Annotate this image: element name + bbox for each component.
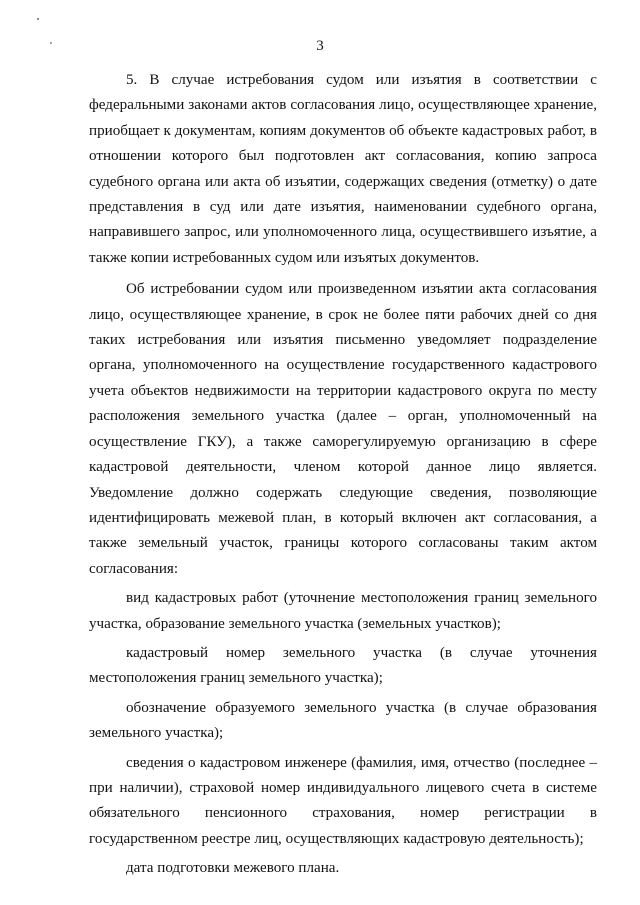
list-item-plot-designation: обозначение образуемого земельного участка (в случае образования земельного участка); [89, 699, 597, 742]
page-number: 3 [316, 38, 324, 54]
paragraph-5: 5. В случае истребования судом или изъятия в соответствии с федеральными законами актов согласования лицо, осуществляющее хранение, приобщает к документам, копиям документов об объекте кадастровых работ, в отношении которого был подготовлен акт согласования, копию запроса судебного органа или акта об изъятии, содержащих сведения (отметку) о дате представления в суд или дате изъятия, наименовании судебного органа, направившего запрос, или уполномоченного лица, осуществившего изъятие, а также копии истребованных судом или изъятых документов. [89, 72, 597, 266]
list-item-work-type: вид кадастровых работ (уточнение местоположения границ земельного участка, образование земельного участка (земельных участков); [89, 590, 597, 632]
list-item-cadastral-number: кадастровый номер земельного участка (в случае уточнения местоположения границ земельного участка); [89, 644, 597, 687]
scan-speck [37, 18, 39, 20]
paragraph-notification: Об истребовании судом или произведенном изъятии акта согласования лицо, осуществляющее хранение, в срок не более пяти рабочих дней со дня таких истребования или изъятия письменно уведомляет подразделение органа, уполномоченного на осуществление государственного кадастрового учета объектов недвижимости на территории кадастрового округа по месту расположения земельного участка (далее – орган, уполномоченный на осуществление ГКУ), а также саморегулируемую организацию в сфере кадастровой деятельности, членом которой данное лицо является. Уведомление должно содержать следующие сведения, позволяющие идентифицировать межевой план, в который включен акт согласования, а также земельный участок, границы которого согласованы таким актом согласования: [89, 281, 597, 577]
list-item-plan-date: дата подготовки межевого плана. [126, 860, 340, 877]
document-body [89, 68, 597, 882]
list-item-engineer-info: сведения о кадастровом инженере (фамилия, имя, отчество (последнее – при наличии), страховой номер индивидуального лицевого счета в системе обязательного пенсионного страхования, номер регистрации в государственном реестре лиц, осуществляющих кадастровую деятельность); [89, 754, 597, 847]
